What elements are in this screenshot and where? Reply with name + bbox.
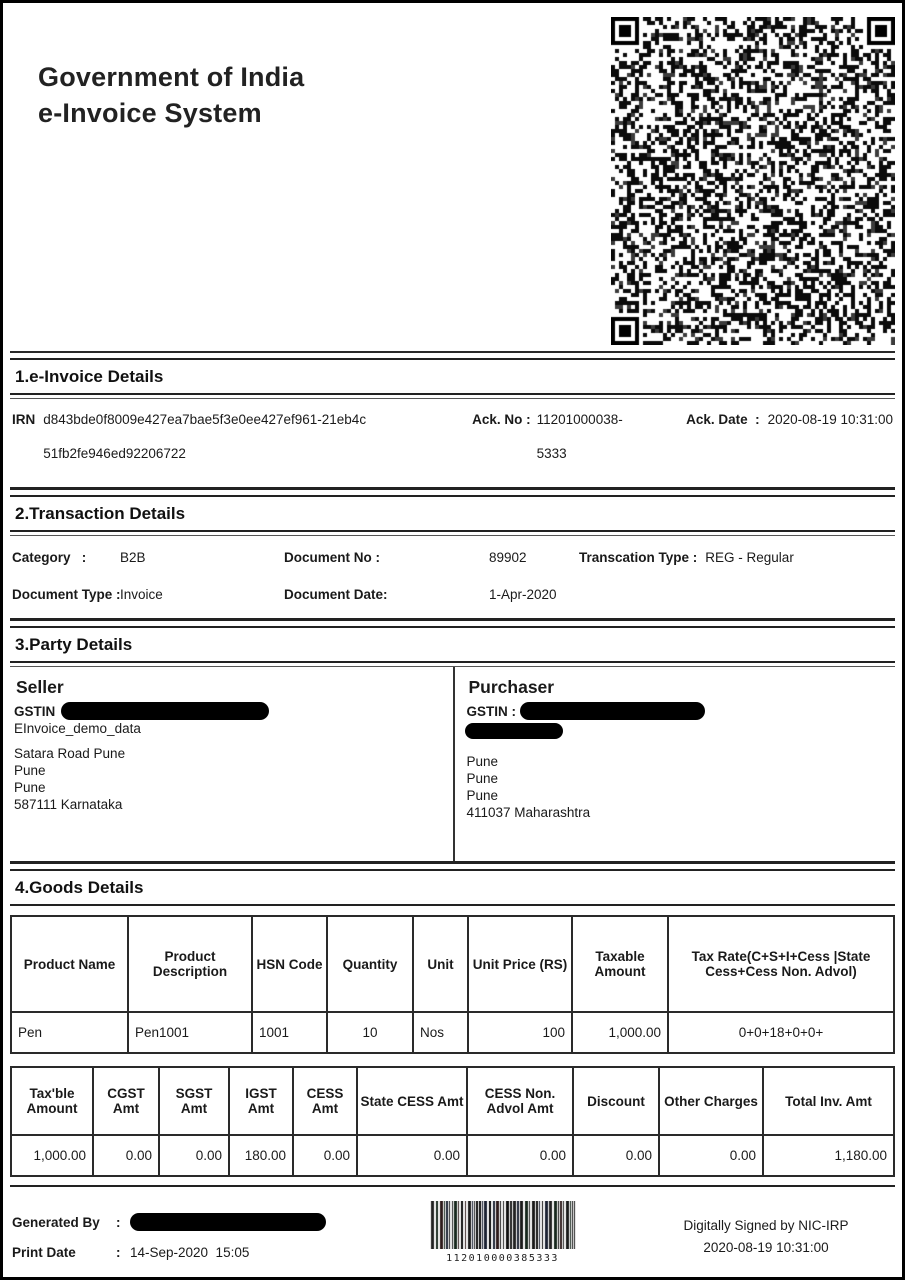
tax-data-row — [11, 1135, 894, 1176]
tax-cell-discount: 0.00 — [573, 1135, 659, 1176]
seller-panel — [10, 667, 453, 861]
document-header — [10, 7, 895, 353]
section-goods-details-title: 4.Goods Details — [10, 869, 895, 906]
goods-table — [10, 915, 895, 1054]
goods-cell-unit-price: 100 — [468, 1012, 572, 1053]
purchaser-heading: Purchaser — [468, 677, 555, 697]
seller-gstin-label: GSTIN — [14, 703, 56, 719]
generated-by-redaction-bar — [130, 1213, 326, 1231]
document-type-field — [12, 587, 284, 602]
footer-left-block — [12, 1213, 364, 1274]
goods-header-product-description: Product Description — [128, 916, 252, 1012]
tax-header-sgst-amt: SGST Amt — [159, 1067, 229, 1135]
tax-cell-cess-non-advol: 0.00 — [467, 1135, 573, 1176]
goods-header-taxable-amount: Taxable Amount — [572, 916, 668, 1012]
transaction-row-1 — [12, 550, 893, 565]
section-einvoice-details-title: 1.e-Invoice Details — [10, 358, 895, 395]
goods-cell-unit: Nos — [413, 1012, 468, 1053]
purchaser-address-line: Pune — [466, 754, 499, 770]
tax-header-taxable-amount: Tax'ble Amount — [11, 1067, 93, 1135]
irn-field — [12, 412, 472, 477]
goods-cell-product-name: Pen — [11, 1012, 128, 1053]
tax-cell-state-cess-amt: 0.00 — [357, 1135, 467, 1176]
page-title — [38, 59, 304, 132]
document-no-field — [284, 550, 579, 565]
irn-value: d843bde0f8009e427ea7bae5f3e0ee427ef961-21eb4c51fb2fe946ed92206722 — [43, 412, 367, 461]
barcode-number: 112010000385333 — [446, 1253, 559, 1264]
purchaser-address-line: Pune — [466, 771, 499, 787]
document-no-value: 89902 — [489, 550, 527, 565]
tax-header-igst-amt: IGST Amt — [229, 1067, 293, 1135]
transaction-row-2 — [12, 587, 893, 602]
purchaser-gstin-label: GSTIN : — [466, 703, 516, 719]
document-date-field — [284, 587, 579, 602]
section-party-details-title: 3.Party Details — [10, 626, 895, 663]
tax-summary-table — [10, 1066, 895, 1177]
transaction-type-label: Transcation Type : — [579, 550, 698, 565]
title-line-1: Government of India — [38, 62, 305, 92]
purchaser-address-line: 411037 Maharashtra — [466, 805, 591, 821]
goods-header-quantity: Quantity — [327, 916, 413, 1012]
generated-by-field — [12, 1213, 364, 1231]
goods-header-tax-rate: Tax Rate(C+S+I+Cess |State Cess+Cess Non. Advol) — [668, 916, 894, 1012]
category-field — [12, 550, 284, 565]
barcode-block — [418, 1201, 588, 1274]
seller-gstin-line — [14, 702, 447, 720]
generated-by-colon: : — [116, 1214, 121, 1230]
document-footer — [10, 1185, 895, 1274]
tax-header-cgst-amt: CGST Amt — [93, 1067, 159, 1135]
category-value: B2B — [120, 550, 146, 565]
seller-gstin-redaction-bar — [61, 702, 269, 720]
purchaser-name-redaction-bar — [465, 723, 563, 739]
document-type-value: Invoice — [120, 587, 163, 602]
irn-label: IRN — [12, 412, 36, 427]
print-date-value: 14-Sep-2020 15:05 — [130, 1245, 250, 1260]
transaction-type-value: REG - Regular — [705, 550, 794, 565]
signed-date-text: 2020-08-19 10:31:00 — [703, 1240, 829, 1255]
document-date-value: 1-Apr-2020 — [489, 587, 557, 602]
seller-address-line: Satara Road Pune — [14, 746, 126, 761]
ack-no-value: 11201000038-5333 — [536, 412, 623, 461]
barcode-image — [430, 1201, 576, 1249]
ack-no-label: Ack. No : — [472, 412, 531, 427]
tax-cell-cess-amt: 0.00 — [293, 1135, 357, 1176]
ack-date-value: 2020-08-19 10:31:00 — [767, 412, 893, 427]
goods-header-row — [11, 916, 894, 1012]
section-party-details — [10, 666, 895, 864]
goods-header-hsn-code: HSN Code — [252, 916, 327, 1012]
document-type-label: Document Type : — [12, 587, 121, 602]
purchaser-gstin-line — [467, 702, 890, 720]
section-transaction-details — [10, 535, 895, 621]
print-date-label: Print Date — [12, 1245, 76, 1260]
print-date-field — [12, 1245, 364, 1260]
ack-no-field — [472, 412, 640, 477]
digital-signature-block — [641, 1213, 891, 1274]
tax-cell-sgst-amt: 0.00 — [159, 1135, 229, 1176]
purchaser-address-line: Pune — [466, 788, 499, 804]
purchaser-gstin-redaction-bar — [520, 702, 705, 720]
qr-code-image — [611, 17, 895, 345]
tax-cell-taxable-amount: 1,000.00 — [11, 1135, 93, 1176]
tax-header-row — [11, 1067, 894, 1135]
seller-address-line: Pune — [14, 763, 46, 778]
tax-cell-other-charges: 0.00 — [659, 1135, 763, 1176]
goods-header-unit-price: Unit Price (RS) — [468, 916, 572, 1012]
purchaser-panel — [453, 667, 896, 861]
seller-heading: Seller — [16, 677, 64, 697]
seller-address-line: Pune — [14, 780, 46, 795]
signed-by-text: Digitally Signed by NIC-IRP — [683, 1218, 849, 1233]
document-no-label: Document No : — [284, 550, 380, 565]
print-date-colon: : — [116, 1245, 121, 1260]
goods-cell-quantity: 10 — [327, 1012, 413, 1053]
goods-cell-hsn-code: 1001 — [252, 1012, 327, 1053]
seller-name: EInvoice_demo_data — [14, 721, 141, 736]
tax-header-other-charges: Other Charges — [659, 1067, 763, 1135]
tax-header-cess-amt: CESS Amt — [293, 1067, 357, 1135]
tax-cell-total-inv-amt: 1,180.00 — [763, 1135, 894, 1176]
section-einvoice-details — [10, 398, 895, 490]
section-transaction-details-title: 2.Transaction Details — [10, 495, 895, 532]
ack-date-label: Ack. Date : — [686, 412, 760, 427]
goods-header-product-name: Product Name — [11, 916, 128, 1012]
goods-cell-tax-rate: 0+0+18+0+0+ — [668, 1012, 894, 1053]
qr-code-container — [611, 17, 895, 345]
goods-header-unit: Unit — [413, 916, 468, 1012]
seller-address-line: 587111 Karnataka — [14, 797, 123, 812]
tax-header-state-cess-amt: State CESS Amt — [357, 1067, 467, 1135]
goods-cell-product-description: Pen1001 — [128, 1012, 252, 1053]
tax-cell-cgst-amt: 0.00 — [93, 1135, 159, 1176]
tax-header-discount: Discount — [573, 1067, 659, 1135]
tax-cell-igst-amt: 180.00 — [229, 1135, 293, 1176]
tax-header-cess-non-advol: CESS Non. Advol Amt — [467, 1067, 573, 1135]
tax-header-total-inv-amt: Total Inv. Amt — [763, 1067, 894, 1135]
transaction-type-field — [579, 550, 893, 565]
title-line-2: e-Invoice System — [38, 98, 262, 129]
goods-data-row — [11, 1012, 894, 1053]
ack-date-field — [640, 412, 893, 477]
generated-by-label: Generated By — [12, 1214, 100, 1230]
category-label: Category : — [12, 550, 87, 565]
goods-cell-taxable-amount: 1,000.00 — [572, 1012, 668, 1053]
document-date-label: Document Date: — [284, 587, 388, 602]
